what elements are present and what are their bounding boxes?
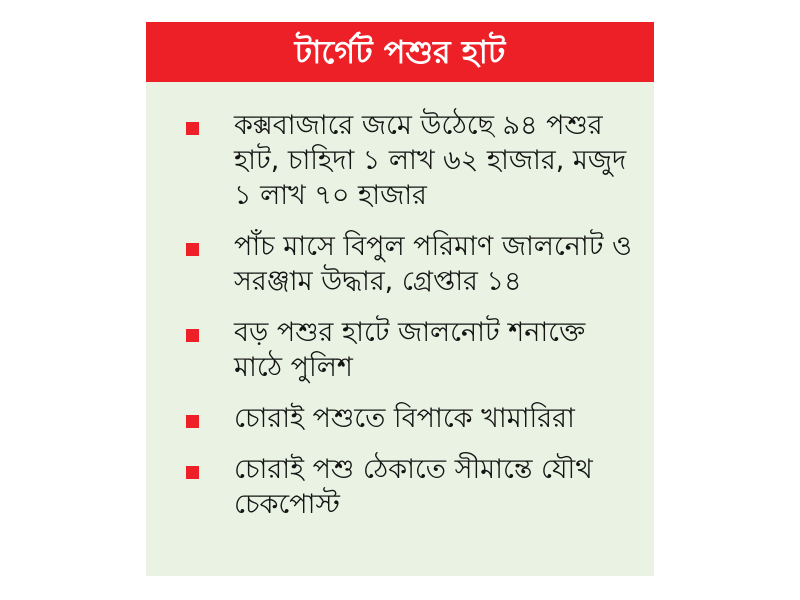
list-item: [186, 229, 638, 299]
square-bullet-icon: [186, 466, 199, 479]
square-bullet-icon: [186, 329, 199, 342]
news-summary-box: [146, 22, 654, 576]
list-item: [186, 452, 638, 522]
list-item-text: পাঁচ মাসে বিপুল পরিমাণ জালনোট ও সরঞ্জাম উদ্ধার, গ্রেপ্তার ১৪: [234, 231, 632, 297]
list-item: [186, 401, 638, 436]
header-banner: [146, 22, 654, 82]
list-item: [186, 315, 638, 385]
list-item-text: বড় পশুর হাটে জালনোট শনাক্তে মাঠে পুলিশ: [234, 317, 586, 383]
square-bullet-icon: [186, 415, 199, 428]
header-title: টার্গেট পশুর হাট: [294, 33, 506, 71]
square-bullet-icon: [186, 243, 199, 256]
headline-list: [146, 82, 654, 522]
list-item-text: কক্সবাজারে জমে উঠেছে ৯৪ পশুর হাট, চাহিদা ১ লাখ ৬২ হাজার, মজুদ ১ লাখ ৭০ হাজার: [234, 110, 627, 211]
list-item: [186, 108, 638, 213]
list-item-text: চোরাই পশুতে বিপাকে খামারিরা: [234, 403, 575, 434]
square-bullet-icon: [186, 122, 199, 135]
list-item-text: চোরাই পশু ঠেকাতে সীমান্তে যৌথ চেকপোস্ট: [234, 454, 593, 520]
